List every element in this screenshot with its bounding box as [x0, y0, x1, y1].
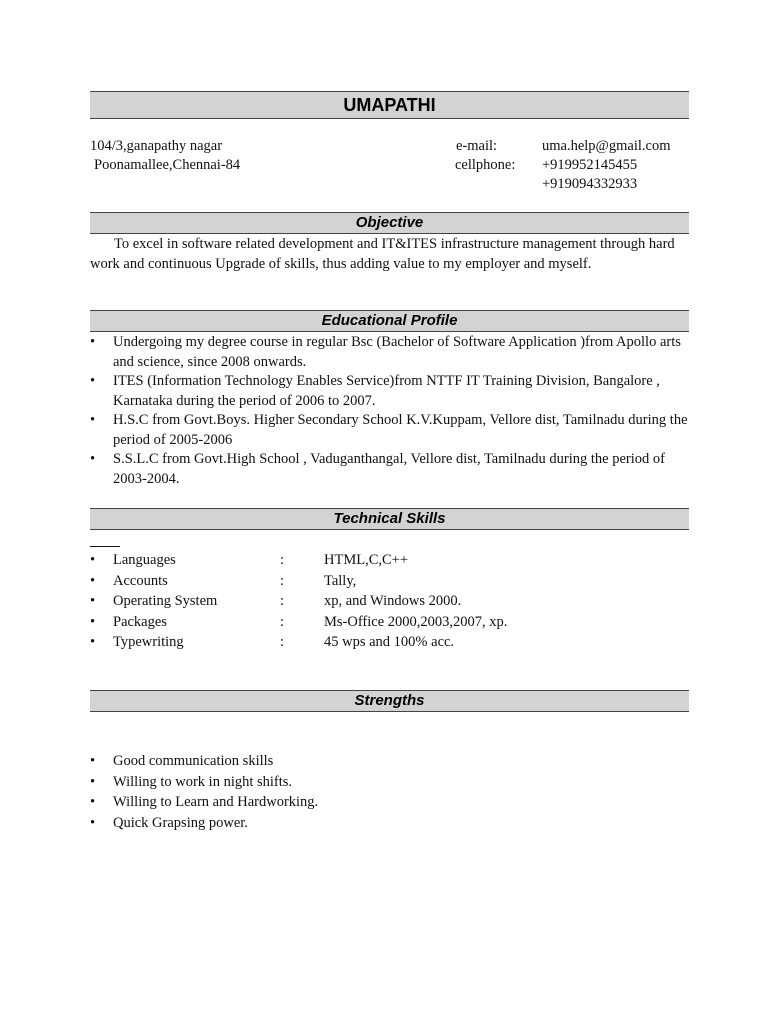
skill-key: Packages [113, 613, 167, 630]
education-item-text: Undergoing my degree course in regular Bsc (Bachelor of Software Application )from Apollo arts and science, since 2008 onwards. [113, 334, 681, 370]
skill-key: Typewriting [113, 634, 184, 650]
bullet-icon: • [90, 451, 96, 467]
objective-heading: Objective [90, 212, 689, 234]
skill-key: Languages [113, 552, 176, 568]
objective-text [90, 235, 690, 274]
technical-skills-list [90, 550, 690, 653]
education-list [90, 333, 690, 489]
list-item [90, 550, 690, 571]
bullet-icon: • [90, 773, 96, 790]
list-item [90, 772, 690, 793]
divider [90, 546, 120, 547]
education-heading: Educational Profile [90, 310, 689, 332]
skill-colon: : [280, 552, 285, 568]
email-label: e-mail: [456, 138, 498, 154]
bullet-icon: • [90, 634, 96, 650]
list-item [90, 411, 690, 450]
address-line-1: 104/3,ganapathy nagar [90, 138, 223, 154]
bullet-icon: • [90, 613, 96, 630]
education-item-text: S.S.L.C from Govt.High School , Vaduganthangal, Vellore dist, Tamilnadu during the period of 2003-2004. [113, 451, 665, 487]
skill-value: 45 wps and 100% acc. [324, 634, 455, 650]
list-item [90, 612, 690, 633]
address-line-2: Poonamallee,Chennai-84 [94, 157, 241, 173]
strength-text: Willing to work in night shifts. [113, 773, 293, 790]
strengths-heading: Strengths [90, 690, 689, 712]
bullet-icon: • [90, 552, 96, 568]
phone-label: cellphone: [455, 157, 516, 173]
strength-text: Good communication skills [113, 753, 274, 769]
education-item-text: ITES (Information Technology Enables Service)from NTTF IT Training Division, Bangalore , Karnataka during the period of 2006 to 2007. [113, 373, 660, 409]
skill-value: Ms-Office 2000,2003,2007, xp. [324, 613, 508, 630]
list-item [90, 792, 690, 813]
list-item [90, 813, 690, 834]
strengths-list [90, 751, 690, 833]
strength-text: Willing to Learn and Hardworking. [113, 794, 319, 810]
strength-text: Quick Grapsing power. [113, 814, 248, 831]
bullet-icon: • [90, 593, 96, 609]
email-value: uma.help@gmail.com [542, 138, 671, 154]
list-item [90, 450, 690, 489]
skill-key: Accounts [113, 572, 168, 589]
skill-colon: : [280, 593, 285, 609]
skill-value: xp, and Windows 2000. [324, 593, 462, 609]
bullet-icon: • [90, 412, 96, 428]
technical-skills-heading: Technical Skills [90, 508, 689, 530]
bullet-icon: • [90, 794, 96, 810]
skill-colon: : [280, 613, 285, 630]
skill-colon: : [280, 572, 285, 589]
list-item [90, 333, 690, 372]
skill-colon: : [280, 634, 285, 650]
list-item [90, 751, 690, 772]
list-item [90, 591, 690, 612]
bullet-icon: • [90, 334, 96, 350]
list-item [90, 571, 690, 592]
education-item-text: H.S.C from Govt.Boys. Higher Secondary School K.V.Kuppam, Vellore dist, Tamilnadu during the period of 2005-2006 [113, 412, 688, 448]
list-item [90, 632, 690, 653]
bullet-icon: • [90, 814, 96, 831]
phone-value-1: +919952145455 [542, 157, 638, 173]
bullet-icon: • [90, 753, 96, 769]
objective-paragraph: To excel in software related development and IT&ITES infrastructure management through hard work and continuous Upgrade of skills, thus adding value to my employer and myself. [90, 236, 675, 272]
list-item [90, 372, 690, 411]
skill-value: Tally, [324, 572, 357, 589]
phone-value-2: +919094332933 [542, 176, 638, 192]
resume-name-header: UMAPATHI [90, 91, 689, 119]
bullet-icon: • [90, 572, 96, 589]
bullet-icon: • [90, 373, 96, 389]
skill-key: Operating System [113, 593, 218, 609]
skill-value: HTML,C,C++ [324, 552, 409, 568]
